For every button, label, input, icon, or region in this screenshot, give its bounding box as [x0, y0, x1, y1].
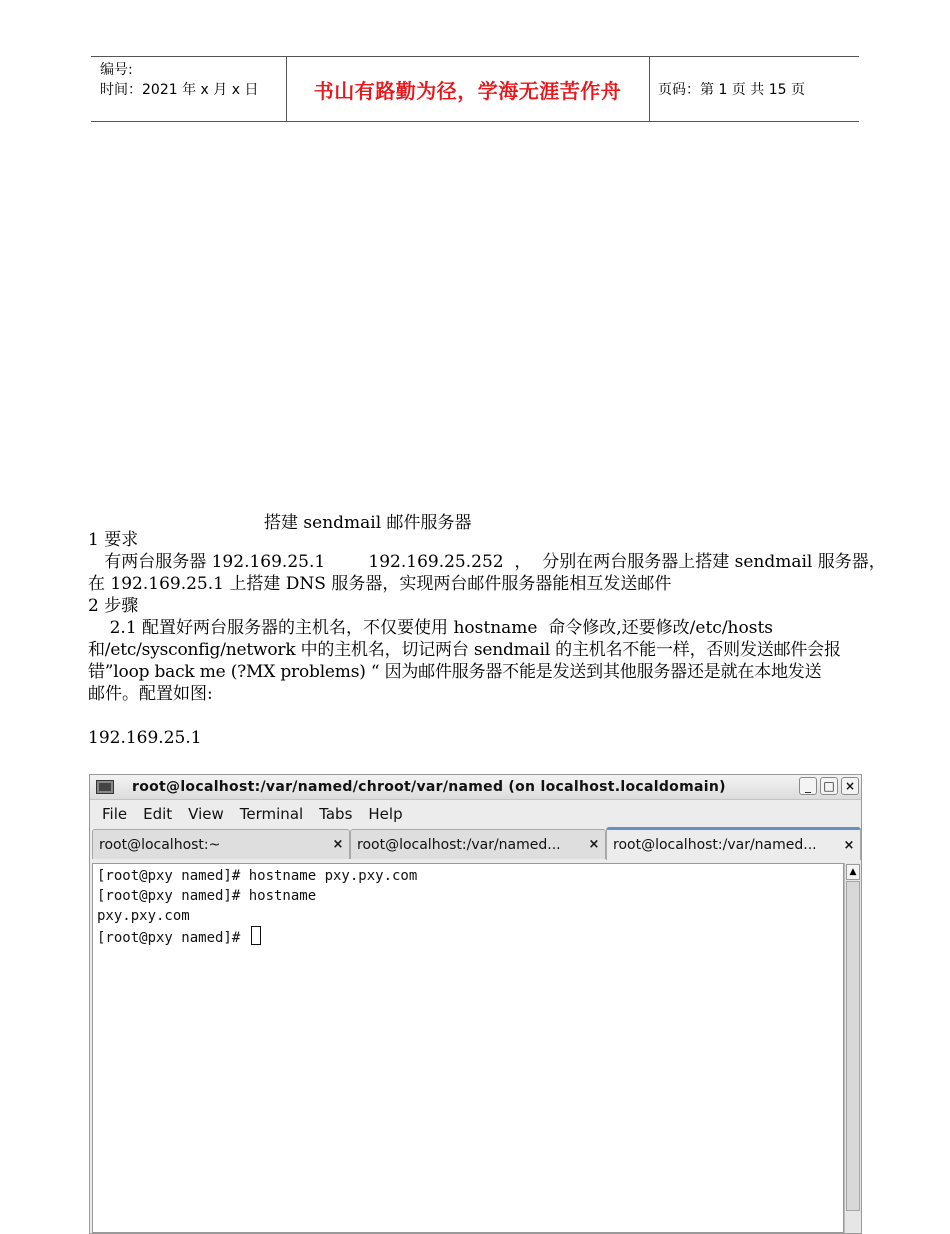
tab-2-close-icon[interactable]: × [588, 837, 600, 852]
tab-2[interactable] [350, 829, 606, 859]
section1-text-line1: 有两台服务器 192.169.25.1 192.169.25.252 ， 分别在两台服务器上搭建 sendmail 服务器， [88, 552, 886, 572]
terminal-output[interactable] [92, 863, 844, 1233]
tab-1-close-icon[interactable]: × [332, 837, 344, 852]
window-controls [799, 777, 859, 795]
tab-bar [90, 827, 861, 860]
terminal-prompt: [root@pxy named]# [97, 930, 249, 946]
menu-bar [90, 800, 861, 827]
window-title: root@localhost:/var/named/chroot/var/named (on localhost.localdomain) [132, 779, 726, 795]
terminal-line: pxy.pxy.com [97, 908, 190, 924]
page-header [91, 56, 859, 122]
maximize-button[interactable]: □ [820, 777, 838, 795]
number-label: 编号: [100, 62, 133, 78]
menu-view[interactable]: View [188, 804, 224, 823]
step-text-line3: 错”loop back me (?MX problems) “ 因为邮件服务器不能是发送到其他服务器还是就在本地发送 [88, 662, 822, 682]
terminal-line: [root@pxy named]# hostname [97, 888, 317, 904]
terminal-app-icon[interactable] [96, 780, 114, 794]
minimize-button[interactable]: _ [799, 777, 817, 795]
header-left-cell [91, 57, 287, 121]
tab-1[interactable] [92, 829, 350, 859]
document-title: 搭建 sendmail 邮件服务器 [264, 513, 472, 533]
menu-terminal[interactable]: Terminal [239, 804, 304, 823]
menu-edit[interactable]: Edit [143, 804, 173, 823]
terminal-prompt-line[interactable] [97, 926, 839, 948]
header-motto-cell [286, 57, 650, 121]
header-page-cell [649, 57, 859, 121]
menu-tabs[interactable]: Tabs [319, 804, 353, 823]
tab-3-label: root@localhost:/var/named... [613, 837, 817, 853]
step-text-line4: 邮件。配置如图: [88, 684, 213, 704]
step-text-line1: 2.1 配置好两台服务器的主机名，不仅要使用 hostname 命令修改,还要修改/etc/hosts [88, 618, 774, 638]
scroll-up-arrow-icon[interactable]: ▲ [846, 864, 860, 880]
vertical-scrollbar[interactable] [844, 863, 861, 1234]
section1-heading: 1 要求 [88, 530, 139, 550]
menu-help[interactable]: Help [368, 804, 403, 823]
tab-2-label: root@localhost:/var/named... [357, 836, 561, 853]
ip-caption: 192.169.25.1 [88, 728, 202, 748]
step-text-line2: 和/etc/sysconfig/network 中的主机名，切记两台 sendmail 的主机名不能一样，否则发送邮件会报 [88, 640, 841, 660]
menu-file[interactable]: File [102, 804, 128, 823]
tab-1-label: root@localhost:~ [99, 836, 221, 853]
section2-heading: 2 步骤 [88, 596, 139, 616]
close-button[interactable]: × [841, 777, 859, 795]
section1-text-line2: 在 192.169.25.1 上搭建 DNS 服务器，实现两台邮件服务器能相互发送邮件 [88, 574, 672, 594]
motto: 书山有路勤为径，学海无涯苦作舟 [313, 78, 622, 103]
tab-3-close-icon[interactable]: × [843, 837, 855, 853]
tab-3-active[interactable] [606, 827, 861, 860]
window-titlebar[interactable] [90, 775, 861, 800]
time-label: 时间：2021 年 x 月 x 日 [100, 82, 259, 98]
text-cursor [251, 926, 261, 945]
page-number: 页码：第 1 页 共 15 页 [658, 82, 805, 98]
terminal-window [89, 774, 862, 1234]
terminal-line: [root@pxy named]# hostname pxy.pxy.com [97, 868, 418, 884]
scrollbar-thumb[interactable] [846, 881, 860, 1211]
